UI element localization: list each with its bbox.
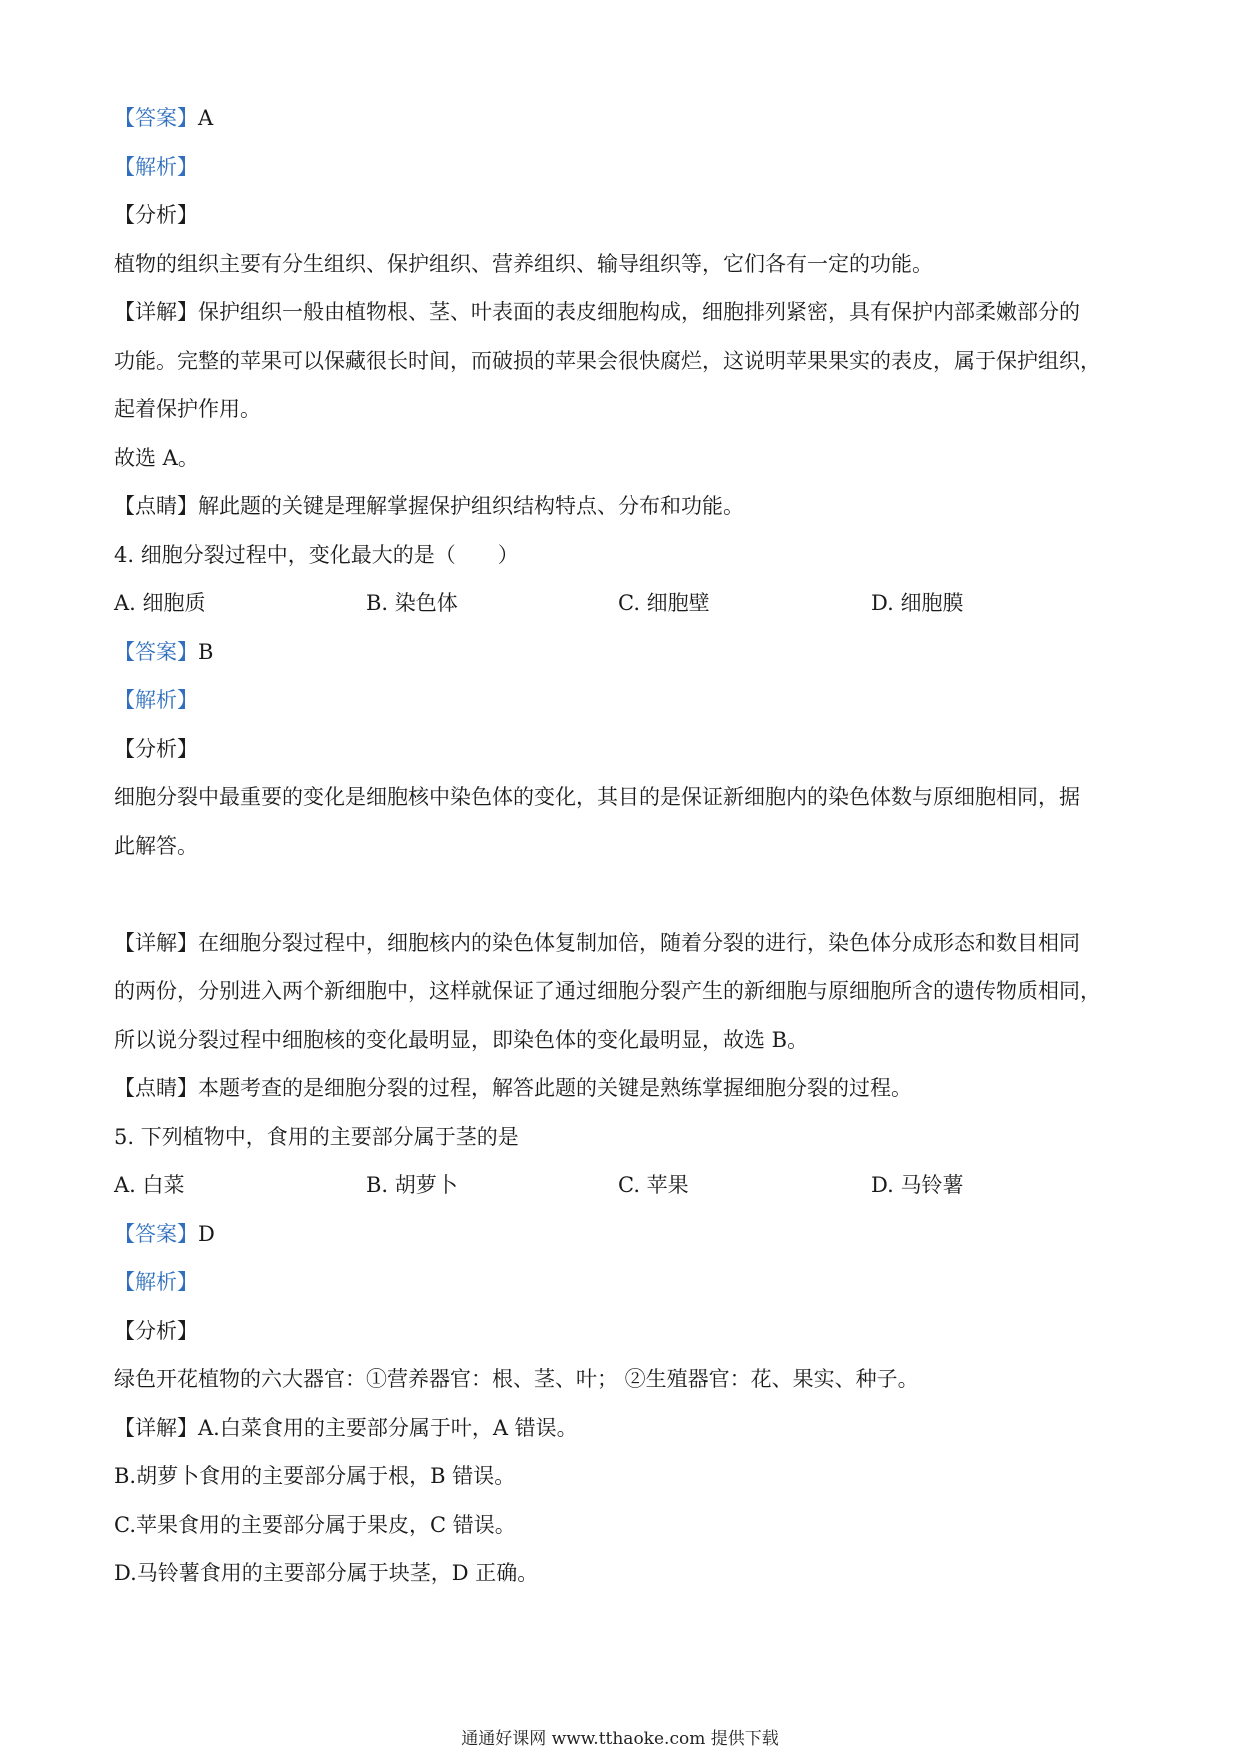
point-label: 【点睛】 [114,494,198,518]
answer-label: 【答案】 [114,640,198,664]
q5-detail-line-2: B.胡萝卜食用的主要部分属于根，B 错误。 [114,1464,516,1488]
q4-detail-line-2: 的两份，分别进入两个新细胞中，这样就保证了通过细胞分裂产生的新细胞与原细胞所含的遗传物质相同， [114,979,1101,1003]
q3-analysis-text: 植物的组织主要有分生组织、保护组织、营养组织、输导组织等，它们各有一定的功能。 [114,252,933,276]
q5-analysis-text: 绿色开花植物的六大器官：①营养器官：根、茎、叶； ②生殖器官：花、果实、种子。 [114,1367,919,1391]
q3-answer [114,103,213,133]
q4-analysis-label: 【分析】 [114,737,198,761]
q3-detail-line-2: 功能。完整的苹果可以保藏很长时间，而破损的苹果会很快腐烂，这说明苹果果实的表皮，属于保护组织， [114,349,1101,373]
point-label: 【点睛】 [114,1076,198,1100]
q5-option-d: D. 马铃薯 [871,1173,964,1197]
q5-option-a: A. 白菜 [114,1173,185,1197]
q3-analysis-label: 【分析】 [114,203,198,227]
q4-question: 4. 细胞分裂过程中，变化最大的是（ ） [114,543,519,567]
q5-analysis-label: 【分析】 [114,1319,198,1343]
detail-label: 【详解】 [114,300,198,324]
answer-label: 【答案】 [114,1222,198,1246]
q4-analysis-line-1: 细胞分裂中最重要的变化是细胞核中染色体的变化，其目的是保证新细胞内的染色体数与原细胞相同，据 [114,785,1080,809]
q5-option-c: C. 苹果 [618,1173,689,1197]
detail-label: 【详解】 [114,931,198,955]
q3-point: 【点睛】解此题的关键是理解掌握保护组织结构特点、分布和功能。 [114,494,744,518]
q5-option-b: B. 胡萝卜 [366,1173,458,1197]
q4-detail-line-3: 所以说分裂过程中细胞核的变化最明显，即染色体的变化最明显，故选 B。 [114,1028,809,1052]
q4-answer [114,637,213,667]
q4-option-d: D. 细胞膜 [871,591,964,615]
q5-detail-line-3: C.苹果食用的主要部分属于果皮，C 错误。 [114,1513,516,1537]
answer-value: B [198,640,214,664]
q4-detail-line-1: 【详解】在细胞分裂过程中，细胞核内的染色体复制加倍，随着分裂的进行，染色体分成形态和数目相同 [114,931,1080,955]
answer-value: D [198,1222,215,1246]
detail-label: 【详解】 [114,1416,198,1440]
q4-explain-label: 【解析】 [114,688,198,712]
q4-point: 【点睛】本题考查的是细胞分裂的过程，解答此题的关键是熟练掌握细胞分裂的过程。 [114,1076,912,1100]
page-footer: 通通好课网 www.tthaoke.com 提供下载 [461,1729,779,1749]
q5-answer [114,1219,215,1249]
q3-choose: 故选 A。 [114,446,199,470]
q5-explain-label: 【解析】 [114,1270,198,1294]
q5-detail-line-4: D.马铃薯食用的主要部分属于块茎，D 正确。 [114,1561,539,1585]
q5-detail-line-1: 【详解】A.白菜食用的主要部分属于叶，A 错误。 [114,1416,578,1440]
q4-option-c: C. 细胞壁 [618,591,710,615]
answer-label: 【答案】 [114,106,198,130]
q3-detail-line-1: 【详解】保护组织一般由植物根、茎、叶表面的表皮细胞构成，细胞排列紧密，具有保护内部柔嫩部分的 [114,300,1080,324]
q4-option-b: B. 染色体 [366,591,458,615]
answer-value: A [198,106,214,130]
q3-detail-line-3: 起着保护作用。 [114,397,261,421]
q3-explain-label: 【解析】 [114,155,198,179]
q4-option-a: A. 细胞质 [114,591,206,615]
q5-question: 5. 下列植物中，食用的主要部分属于茎的是 [114,1125,519,1149]
q4-analysis-line-2: 此解答。 [114,834,198,858]
